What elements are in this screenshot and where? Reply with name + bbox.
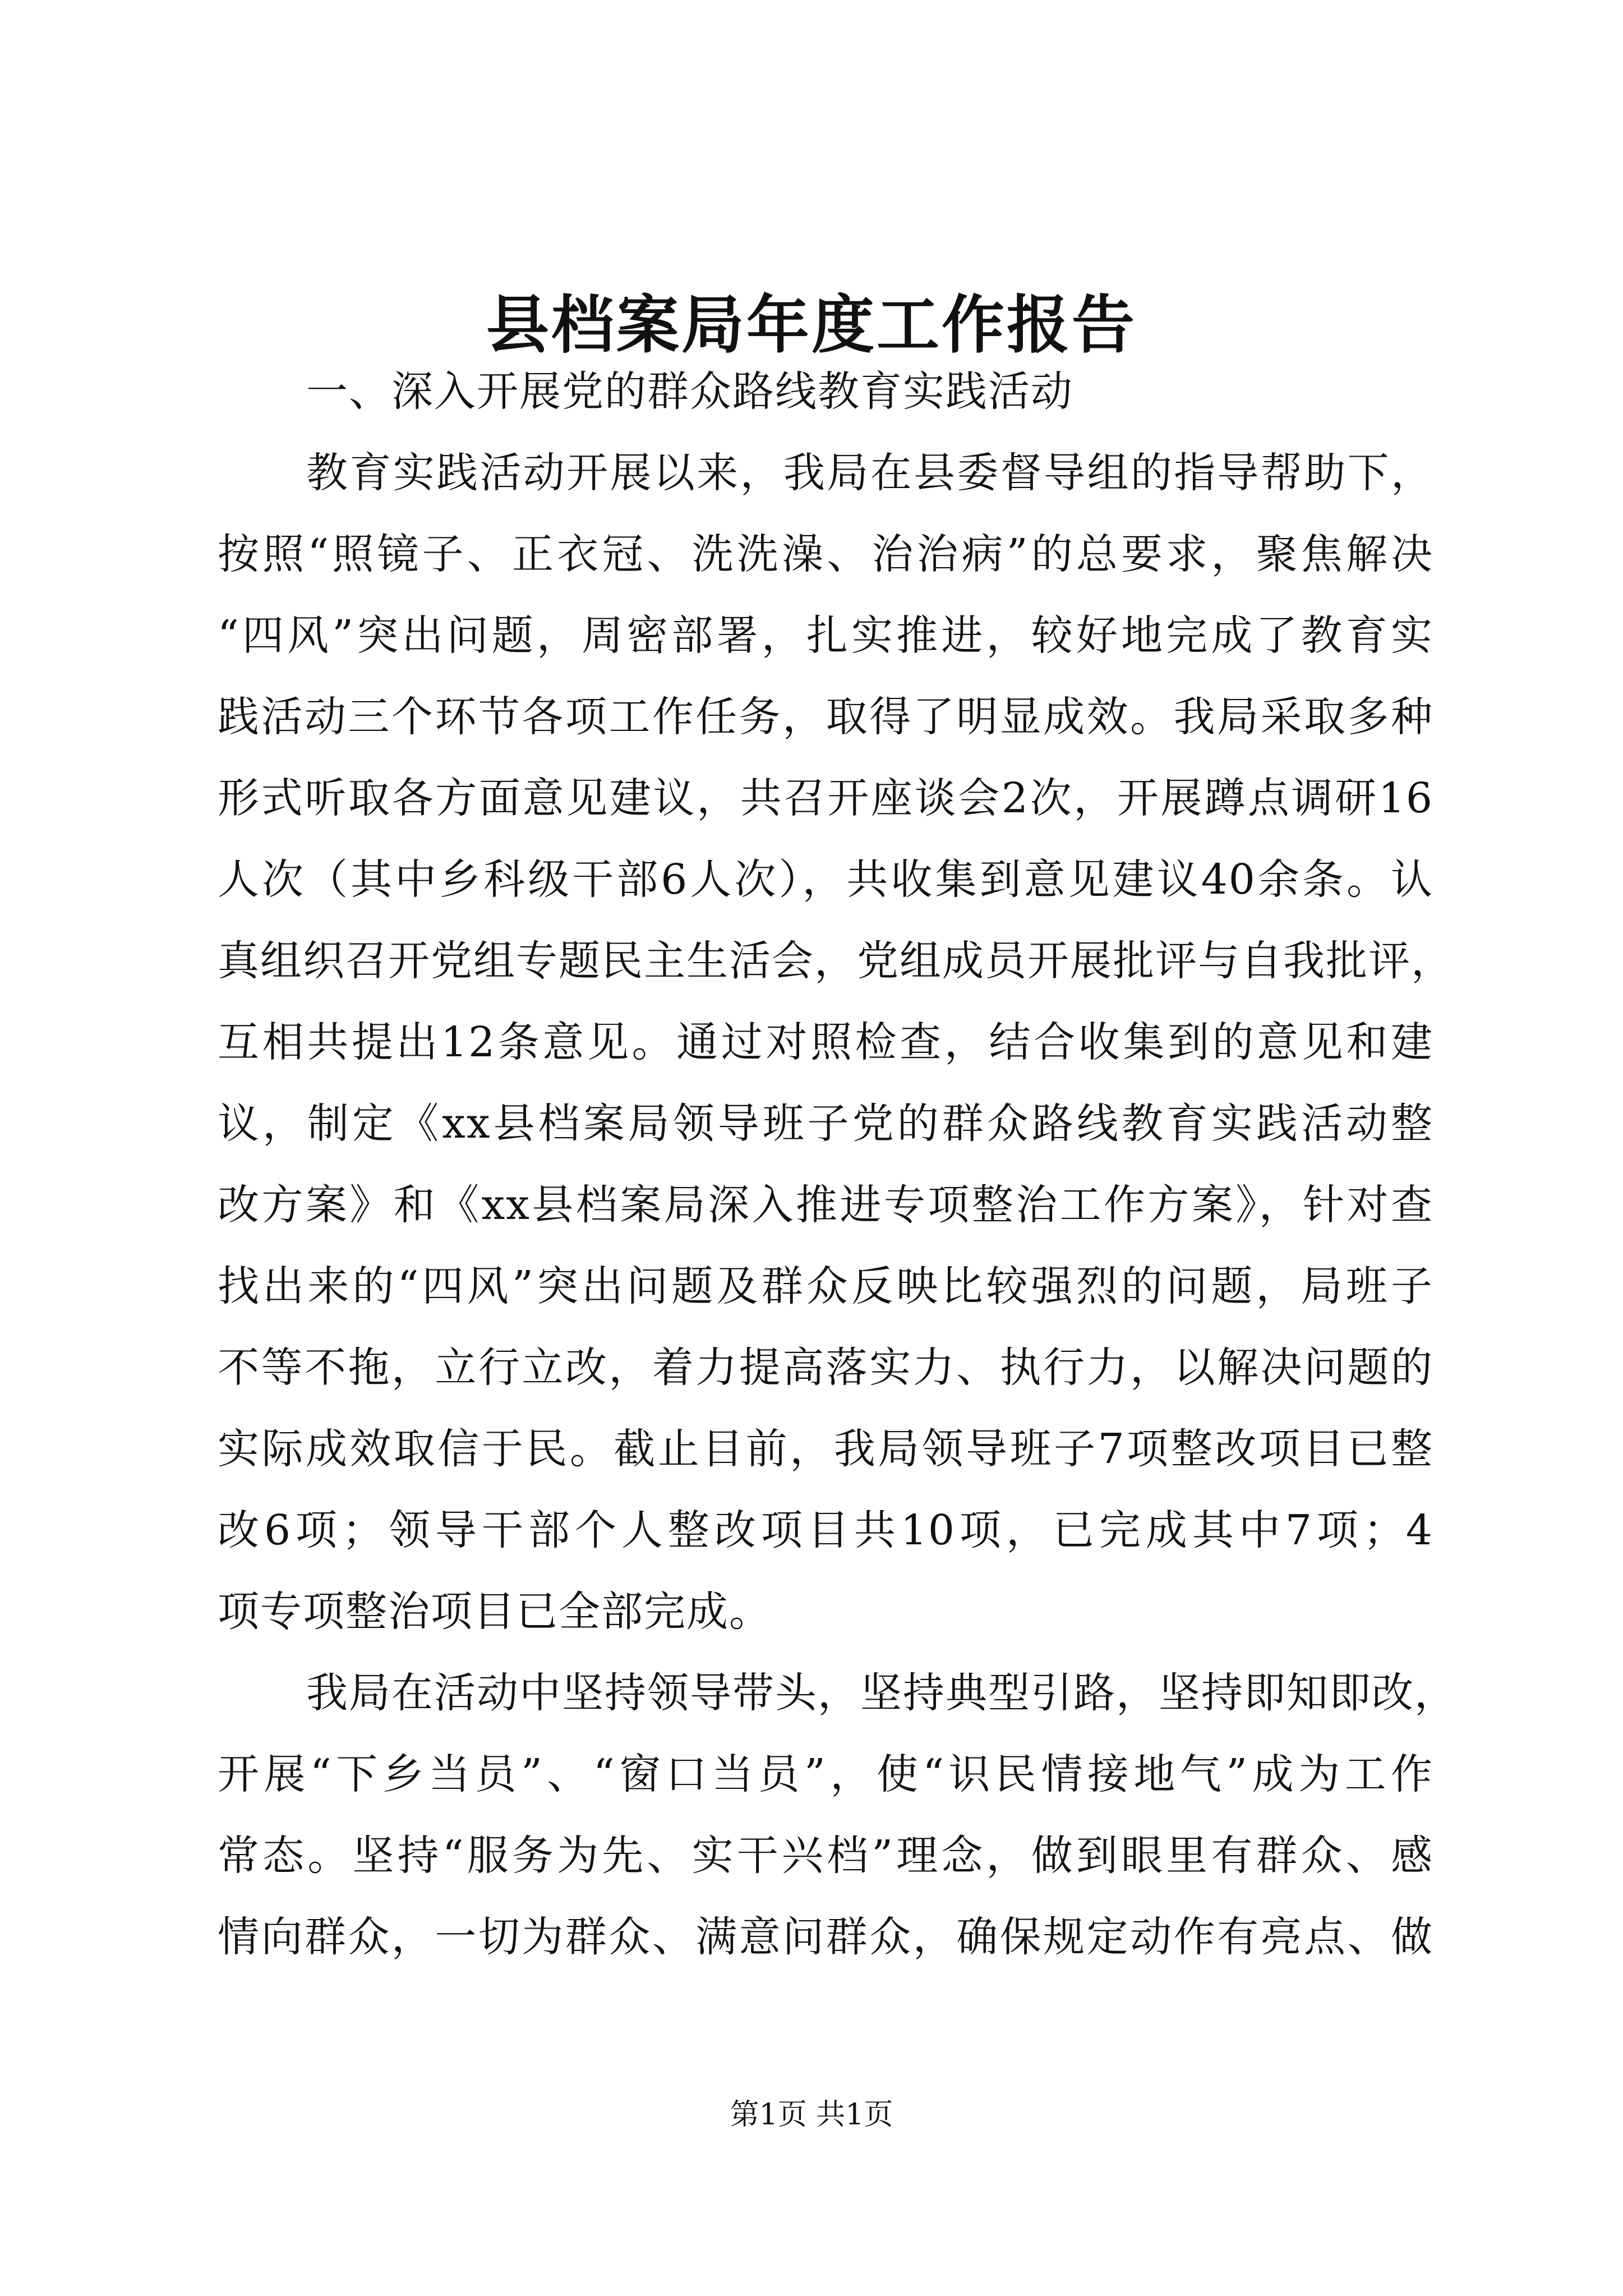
paragraph-line: 互相共提出12条意见。通过对照检查，结合收集到的意见和建: [218, 1018, 1433, 1066]
paragraph-line: “四风”突出问题，周密部署，扎实推进，较好地完成了教育实: [218, 611, 1433, 660]
paragraph-line: 实际成效取信于民。截止目前，我局领导班子7项整改项目已整: [218, 1425, 1433, 1473]
paragraph-line: 议，制定《xx县档案局领导班子党的群众路线教育实践活动整: [218, 1099, 1433, 1148]
paragraph-line: 常态。坚持“服务为先、实干兴档”理念，做到眼里有群众、感: [218, 1832, 1433, 1880]
document-title: 县档案局年度工作报告: [486, 288, 1137, 362]
paragraph-line: 人次（其中乡科级干部6人次），共收集到意见建议40余条。认: [218, 855, 1433, 904]
paragraph-line: 形式听取各方面意见建议，共召开座谈会2次，开展蹲点调研16: [218, 774, 1433, 822]
paragraph-line: 教育实践活动开展以来，我局在县委督导组的指导帮助下，: [306, 449, 1433, 497]
paragraph-line: 改方案》和《xx县档案局深入推进专项整治工作方案》，针对查: [218, 1181, 1433, 1229]
section-heading: 一、深入开展党的群众路线教育实践活动: [306, 367, 1073, 416]
paragraph-line: 项专项整治项目已全部完成。: [218, 1588, 772, 1636]
paragraph-line: 情向群众，一切为群众、满意问群众，确保规定动作有亮点、做: [218, 1913, 1433, 1961]
page-footer: 第1页 共1页: [730, 2098, 893, 2132]
paragraph-line: 找出来的“四风”突出问题及群众反映比较强烈的问题，局班子: [218, 1262, 1433, 1310]
paragraph-line: 开展“下乡当员”、“窗口当员”，使“识民情接地气”成为工作: [218, 1750, 1433, 1798]
document-body: [218, 351, 1457, 1978]
paragraph-line: 按照“照镜子、正衣冠、洗洗澡、治治病”的总要求，聚焦解决: [218, 530, 1433, 578]
paragraph-line: 我局在活动中坚持领导带头，坚持典型引路，坚持即知即改，: [306, 1669, 1457, 1717]
paragraph-line: 改6项；领导干部个人整改项目共10项，已完成其中7项；4: [218, 1506, 1433, 1554]
paragraph-line: 真组织召开党组专题民主生活会，党组成员开展批评与自我批评，: [218, 937, 1454, 985]
paragraph-line: 不等不拖，立行立改，着力提高落实力、执行力，以解决问题的: [218, 1343, 1433, 1392]
paragraph-2: [218, 1653, 1457, 1978]
paragraph-1: [218, 432, 1454, 1653]
paragraph-line: 践活动三个环节各项工作任务，取得了明显成效。我局采取多种: [218, 693, 1433, 741]
